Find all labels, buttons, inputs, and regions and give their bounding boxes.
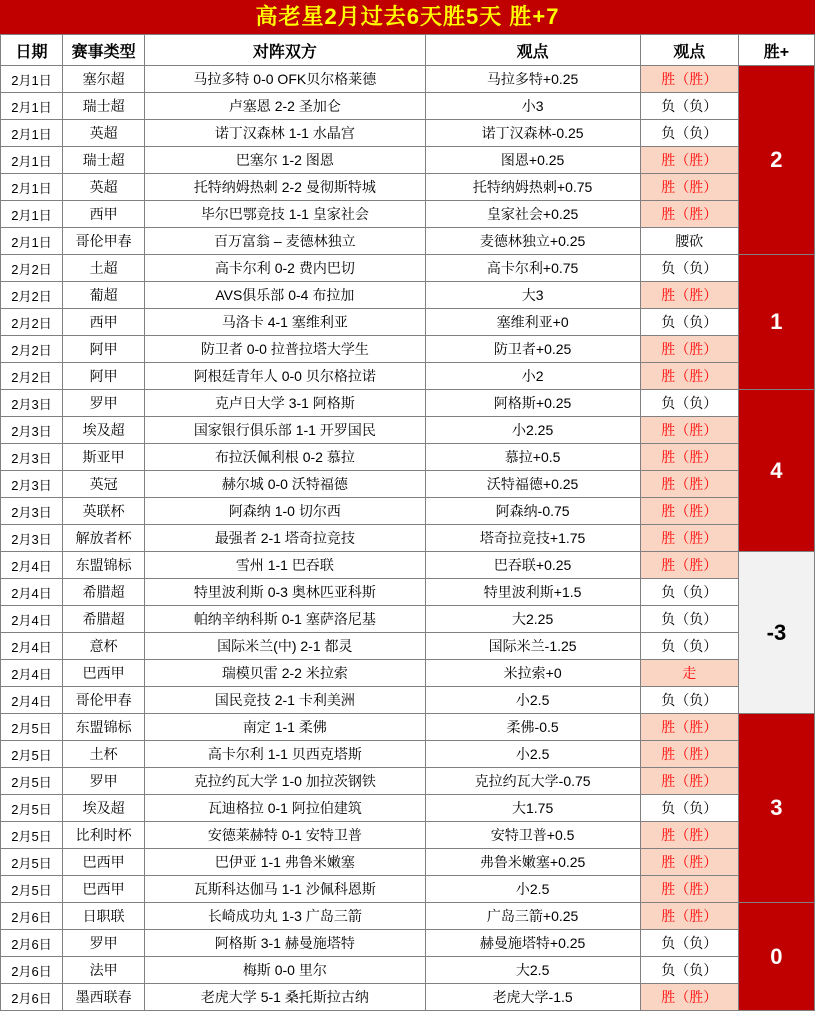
cell-date: 2月3日 bbox=[1, 417, 63, 444]
cell-view: 皇家社会+0.25 bbox=[425, 201, 640, 228]
cell-view: 诺丁汉森林-0.25 bbox=[425, 120, 640, 147]
cell-view: 巴吞联+0.25 bbox=[425, 552, 640, 579]
cell-match: 安德莱赫特 0-1 安特卫普 bbox=[145, 822, 425, 849]
cell-league: 葡超 bbox=[63, 282, 145, 309]
cell-view: 柔佛-0.5 bbox=[425, 714, 640, 741]
table-row bbox=[1, 741, 815, 768]
table-row bbox=[1, 957, 815, 984]
cell-view: 安特卫普+0.5 bbox=[425, 822, 640, 849]
cell-league: 巴西甲 bbox=[63, 876, 145, 903]
table-header-row bbox=[1, 35, 815, 66]
cell-league: 阿甲 bbox=[63, 336, 145, 363]
cell-view: 防卫者+0.25 bbox=[425, 336, 640, 363]
table-row bbox=[1, 660, 815, 687]
cell-match: 老虎大学 5-1 桑托斯拉古纳 bbox=[145, 984, 425, 1011]
cell-date: 2月3日 bbox=[1, 525, 63, 552]
cell-match: 马拉多特 0-0 OFK贝尔格莱德 bbox=[145, 66, 425, 93]
cell-view: 小2.25 bbox=[425, 417, 640, 444]
cell-date: 2月4日 bbox=[1, 606, 63, 633]
cell-date: 2月3日 bbox=[1, 444, 63, 471]
cell-league: 比利时杯 bbox=[63, 822, 145, 849]
cell-view: 老虎大学-1.5 bbox=[425, 984, 640, 1011]
cell-view: 图恩+0.25 bbox=[425, 147, 640, 174]
cell-result: 胜（胜） bbox=[640, 552, 738, 579]
cell-view: 塔奇拉竞技+1.75 bbox=[425, 525, 640, 552]
cell-match: 百万富翁 – 麦德林独立 bbox=[145, 228, 425, 255]
table-row bbox=[1, 120, 815, 147]
cell-view: 大1.75 bbox=[425, 795, 640, 822]
cell-date: 2月4日 bbox=[1, 660, 63, 687]
cell-view: 慕拉+0.5 bbox=[425, 444, 640, 471]
cell-match: 诺丁汉森林 1-1 水晶宫 bbox=[145, 120, 425, 147]
cell-result: 负（负） bbox=[640, 795, 738, 822]
cell-match: 国家银行俱乐部 1-1 开罗国民 bbox=[145, 417, 425, 444]
cell-match: 托特纳姆热刺 2-2 曼彻斯特城 bbox=[145, 174, 425, 201]
cell-result: 负（负） bbox=[640, 255, 738, 282]
table-row bbox=[1, 498, 815, 525]
table-row bbox=[1, 309, 815, 336]
cell-match: 瓦迪格拉 0-1 阿拉伯建筑 bbox=[145, 795, 425, 822]
cell-result: 胜（胜） bbox=[640, 417, 738, 444]
cell-date: 2月5日 bbox=[1, 822, 63, 849]
cell-league: 西甲 bbox=[63, 201, 145, 228]
table-row bbox=[1, 93, 815, 120]
cell-result: 胜（胜） bbox=[640, 444, 738, 471]
cell-match: 梅斯 0-0 里尔 bbox=[145, 957, 425, 984]
cell-league: 土超 bbox=[63, 255, 145, 282]
cell-view: 塞维利亚+0 bbox=[425, 309, 640, 336]
table-row bbox=[1, 201, 815, 228]
cell-date: 2月2日 bbox=[1, 282, 63, 309]
cell-league: 瑞士超 bbox=[63, 93, 145, 120]
cell-result: 负（负） bbox=[640, 120, 738, 147]
cell-match: AVS俱乐部 0-4 布拉加 bbox=[145, 282, 425, 309]
cell-view: 小2.5 bbox=[425, 687, 640, 714]
cell-view: 小2.5 bbox=[425, 876, 640, 903]
cell-view: 大2.25 bbox=[425, 606, 640, 633]
cell-result: 走 bbox=[640, 660, 738, 687]
cell-match: 国际米兰(中) 2-1 都灵 bbox=[145, 633, 425, 660]
cell-win-total: 1 bbox=[738, 255, 814, 390]
cell-result: 胜（胜） bbox=[640, 741, 738, 768]
cell-date: 2月1日 bbox=[1, 201, 63, 228]
table-row bbox=[1, 444, 815, 471]
cell-league: 日职联 bbox=[63, 903, 145, 930]
cell-win-total: 2 bbox=[738, 66, 814, 255]
cell-view: 特里波利斯+1.5 bbox=[425, 579, 640, 606]
cell-win-total: 3 bbox=[738, 714, 814, 903]
cell-view: 大3 bbox=[425, 282, 640, 309]
cell-match: 毕尔巴鄂竞技 1-1 皇家社会 bbox=[145, 201, 425, 228]
cell-date: 2月4日 bbox=[1, 687, 63, 714]
cell-result: 负（负） bbox=[640, 309, 738, 336]
cell-view: 大2.5 bbox=[425, 957, 640, 984]
cell-league: 英超 bbox=[63, 120, 145, 147]
table-row bbox=[1, 606, 815, 633]
cell-date: 2月1日 bbox=[1, 174, 63, 201]
cell-result: 胜（胜） bbox=[640, 903, 738, 930]
cell-match: 最强者 2-1 塔奇拉竞技 bbox=[145, 525, 425, 552]
cell-date: 2月1日 bbox=[1, 66, 63, 93]
cell-date: 2月5日 bbox=[1, 741, 63, 768]
cell-view: 广岛三箭+0.25 bbox=[425, 903, 640, 930]
cell-result: 胜（胜） bbox=[640, 525, 738, 552]
cell-match: 瓦斯科达伽马 1-1 沙佩科恩斯 bbox=[145, 876, 425, 903]
cell-view: 麦德林独立+0.25 bbox=[425, 228, 640, 255]
cell-result: 负（负） bbox=[640, 579, 738, 606]
cell-view: 米拉索+0 bbox=[425, 660, 640, 687]
cell-result: 胜（胜） bbox=[640, 768, 738, 795]
cell-league: 巴西甲 bbox=[63, 660, 145, 687]
table-row bbox=[1, 903, 815, 930]
cell-match: 阿森纳 1-0 切尔西 bbox=[145, 498, 425, 525]
cell-date: 2月1日 bbox=[1, 228, 63, 255]
cell-date: 2月2日 bbox=[1, 309, 63, 336]
cell-date: 2月6日 bbox=[1, 984, 63, 1011]
cell-result: 胜（胜） bbox=[640, 984, 738, 1011]
table-row bbox=[1, 525, 815, 552]
cell-date: 2月1日 bbox=[1, 147, 63, 174]
cell-result: 胜（胜） bbox=[640, 876, 738, 903]
header-date: 日期 bbox=[1, 35, 63, 66]
cell-league: 意杯 bbox=[63, 633, 145, 660]
page-title: 高老星2月过去6天胜5天 胜+7 bbox=[0, 0, 815, 34]
cell-league: 埃及超 bbox=[63, 417, 145, 444]
cell-league: 塞尔超 bbox=[63, 66, 145, 93]
cell-result: 胜（胜） bbox=[640, 201, 738, 228]
cell-match: 布拉沃佩利根 0-2 慕拉 bbox=[145, 444, 425, 471]
cell-league: 瑞士超 bbox=[63, 147, 145, 174]
cell-date: 2月4日 bbox=[1, 579, 63, 606]
cell-match: 高卡尔利 0-2 费内巴切 bbox=[145, 255, 425, 282]
cell-result: 胜（胜） bbox=[640, 336, 738, 363]
cell-date: 2月4日 bbox=[1, 633, 63, 660]
cell-match: 帕纳辛纳科斯 0-1 塞萨洛尼基 bbox=[145, 606, 425, 633]
cell-result: 负（负） bbox=[640, 687, 738, 714]
cell-league: 土杯 bbox=[63, 741, 145, 768]
cell-league: 法甲 bbox=[63, 957, 145, 984]
cell-match: 南定 1-1 柔佛 bbox=[145, 714, 425, 741]
cell-league: 斯亚甲 bbox=[63, 444, 145, 471]
cell-result: 胜（胜） bbox=[640, 282, 738, 309]
cell-date: 2月6日 bbox=[1, 903, 63, 930]
table-row bbox=[1, 633, 815, 660]
table-row bbox=[1, 849, 815, 876]
cell-match: 瑞模贝雷 2-2 米拉索 bbox=[145, 660, 425, 687]
cell-result: 负（负） bbox=[640, 93, 738, 120]
cell-date: 2月1日 bbox=[1, 93, 63, 120]
cell-league: 东盟锦标 bbox=[63, 552, 145, 579]
cell-result: 胜（胜） bbox=[640, 363, 738, 390]
cell-match: 克拉约瓦大学 1-0 加拉茨钢铁 bbox=[145, 768, 425, 795]
table-body bbox=[1, 66, 815, 1011]
table-row bbox=[1, 768, 815, 795]
cell-league: 阿甲 bbox=[63, 363, 145, 390]
cell-date: 2月2日 bbox=[1, 336, 63, 363]
table-row bbox=[1, 984, 815, 1011]
table-row bbox=[1, 174, 815, 201]
cell-result: 负（负） bbox=[640, 390, 738, 417]
cell-date: 2月2日 bbox=[1, 255, 63, 282]
cell-match: 阿格斯 3-1 赫曼施塔特 bbox=[145, 930, 425, 957]
cell-league: 巴西甲 bbox=[63, 849, 145, 876]
cell-league: 西甲 bbox=[63, 309, 145, 336]
table-row bbox=[1, 417, 815, 444]
cell-result: 腰砍 bbox=[640, 228, 738, 255]
cell-league: 解放者杯 bbox=[63, 525, 145, 552]
cell-date: 2月5日 bbox=[1, 795, 63, 822]
cell-league: 哥伦甲春 bbox=[63, 228, 145, 255]
records-table bbox=[0, 34, 815, 1011]
cell-result: 负（负） bbox=[640, 957, 738, 984]
cell-match: 巴伊亚 1-1 弗鲁米嫩塞 bbox=[145, 849, 425, 876]
cell-result: 胜（胜） bbox=[640, 174, 738, 201]
table-row bbox=[1, 822, 815, 849]
table-row bbox=[1, 390, 815, 417]
cell-match: 国民竞技 2-1 卡利美洲 bbox=[145, 687, 425, 714]
cell-view: 马拉多特+0.25 bbox=[425, 66, 640, 93]
header-win: 胜+ bbox=[738, 35, 814, 66]
cell-match: 防卫者 0-0 拉普拉塔大学生 bbox=[145, 336, 425, 363]
header-result: 观点 bbox=[640, 35, 738, 66]
cell-league: 罗甲 bbox=[63, 768, 145, 795]
cell-date: 2月5日 bbox=[1, 768, 63, 795]
cell-match: 阿根廷青年人 0-0 贝尔格拉诺 bbox=[145, 363, 425, 390]
cell-date: 2月5日 bbox=[1, 714, 63, 741]
cell-league: 希腊超 bbox=[63, 579, 145, 606]
cell-league: 希腊超 bbox=[63, 606, 145, 633]
header-league: 赛事类型 bbox=[63, 35, 145, 66]
cell-view: 国际米兰-1.25 bbox=[425, 633, 640, 660]
cell-league: 英超 bbox=[63, 174, 145, 201]
table-row bbox=[1, 255, 815, 282]
table-row bbox=[1, 876, 815, 903]
cell-view: 高卡尔利+0.75 bbox=[425, 255, 640, 282]
cell-date: 2月1日 bbox=[1, 120, 63, 147]
cell-league: 罗甲 bbox=[63, 930, 145, 957]
cell-view: 阿森纳-0.75 bbox=[425, 498, 640, 525]
cell-league: 罗甲 bbox=[63, 390, 145, 417]
cell-result: 胜（胜） bbox=[640, 822, 738, 849]
table-row bbox=[1, 795, 815, 822]
cell-date: 2月3日 bbox=[1, 471, 63, 498]
cell-win-total: 0 bbox=[738, 903, 814, 1011]
header-view: 观点 bbox=[425, 35, 640, 66]
cell-result: 胜（胜） bbox=[640, 471, 738, 498]
cell-view: 赫曼施塔特+0.25 bbox=[425, 930, 640, 957]
cell-view: 小2 bbox=[425, 363, 640, 390]
table-row bbox=[1, 930, 815, 957]
cell-date: 2月6日 bbox=[1, 957, 63, 984]
cell-league: 哥伦甲春 bbox=[63, 687, 145, 714]
cell-date: 2月6日 bbox=[1, 930, 63, 957]
cell-match: 马洛卡 4-1 塞维利亚 bbox=[145, 309, 425, 336]
table-row bbox=[1, 552, 815, 579]
cell-match: 克卢日大学 3-1 阿格斯 bbox=[145, 390, 425, 417]
cell-league: 墨西联春 bbox=[63, 984, 145, 1011]
cell-view: 阿格斯+0.25 bbox=[425, 390, 640, 417]
cell-match: 卢塞恩 2-2 圣加仑 bbox=[145, 93, 425, 120]
table-row bbox=[1, 336, 815, 363]
cell-win-total: 4 bbox=[738, 390, 814, 552]
cell-match: 巴塞尔 1-2 图恩 bbox=[145, 147, 425, 174]
cell-result: 负（负） bbox=[640, 606, 738, 633]
cell-result: 胜（胜） bbox=[640, 147, 738, 174]
cell-match: 雪州 1-1 巴吞联 bbox=[145, 552, 425, 579]
cell-league: 东盟锦标 bbox=[63, 714, 145, 741]
table-row bbox=[1, 147, 815, 174]
cell-league: 英联杯 bbox=[63, 498, 145, 525]
cell-view: 克拉约瓦大学-0.75 bbox=[425, 768, 640, 795]
cell-win-total: -3 bbox=[738, 552, 814, 714]
cell-result: 胜（胜） bbox=[640, 498, 738, 525]
table-row bbox=[1, 228, 815, 255]
cell-result: 胜（胜） bbox=[640, 66, 738, 93]
cell-match: 长崎成功丸 1-3 广岛三箭 bbox=[145, 903, 425, 930]
table-row bbox=[1, 66, 815, 93]
table-row bbox=[1, 687, 815, 714]
cell-league: 埃及超 bbox=[63, 795, 145, 822]
cell-date: 2月3日 bbox=[1, 498, 63, 525]
cell-view: 小2.5 bbox=[425, 741, 640, 768]
header-match: 对阵双方 bbox=[145, 35, 425, 66]
cell-date: 2月3日 bbox=[1, 390, 63, 417]
cell-view: 沃特福德+0.25 bbox=[425, 471, 640, 498]
table-row bbox=[1, 282, 815, 309]
cell-view: 小3 bbox=[425, 93, 640, 120]
cell-match: 高卡尔利 1-1 贝西克塔斯 bbox=[145, 741, 425, 768]
cell-result: 负（负） bbox=[640, 633, 738, 660]
cell-date: 2月4日 bbox=[1, 552, 63, 579]
cell-date: 2月2日 bbox=[1, 363, 63, 390]
cell-result: 胜（胜） bbox=[640, 849, 738, 876]
cell-date: 2月5日 bbox=[1, 849, 63, 876]
cell-view: 弗鲁米嫩塞+0.25 bbox=[425, 849, 640, 876]
table-row bbox=[1, 471, 815, 498]
table-row bbox=[1, 363, 815, 390]
cell-match: 赫尔城 0-0 沃特福德 bbox=[145, 471, 425, 498]
cell-league: 英冠 bbox=[63, 471, 145, 498]
cell-match: 特里波利斯 0-3 奥林匹亚科斯 bbox=[145, 579, 425, 606]
cell-result: 负（负） bbox=[640, 930, 738, 957]
cell-result: 胜（胜） bbox=[640, 714, 738, 741]
table-row bbox=[1, 579, 815, 606]
cell-view: 托特纳姆热刺+0.75 bbox=[425, 174, 640, 201]
table-row bbox=[1, 714, 815, 741]
cell-date: 2月5日 bbox=[1, 876, 63, 903]
